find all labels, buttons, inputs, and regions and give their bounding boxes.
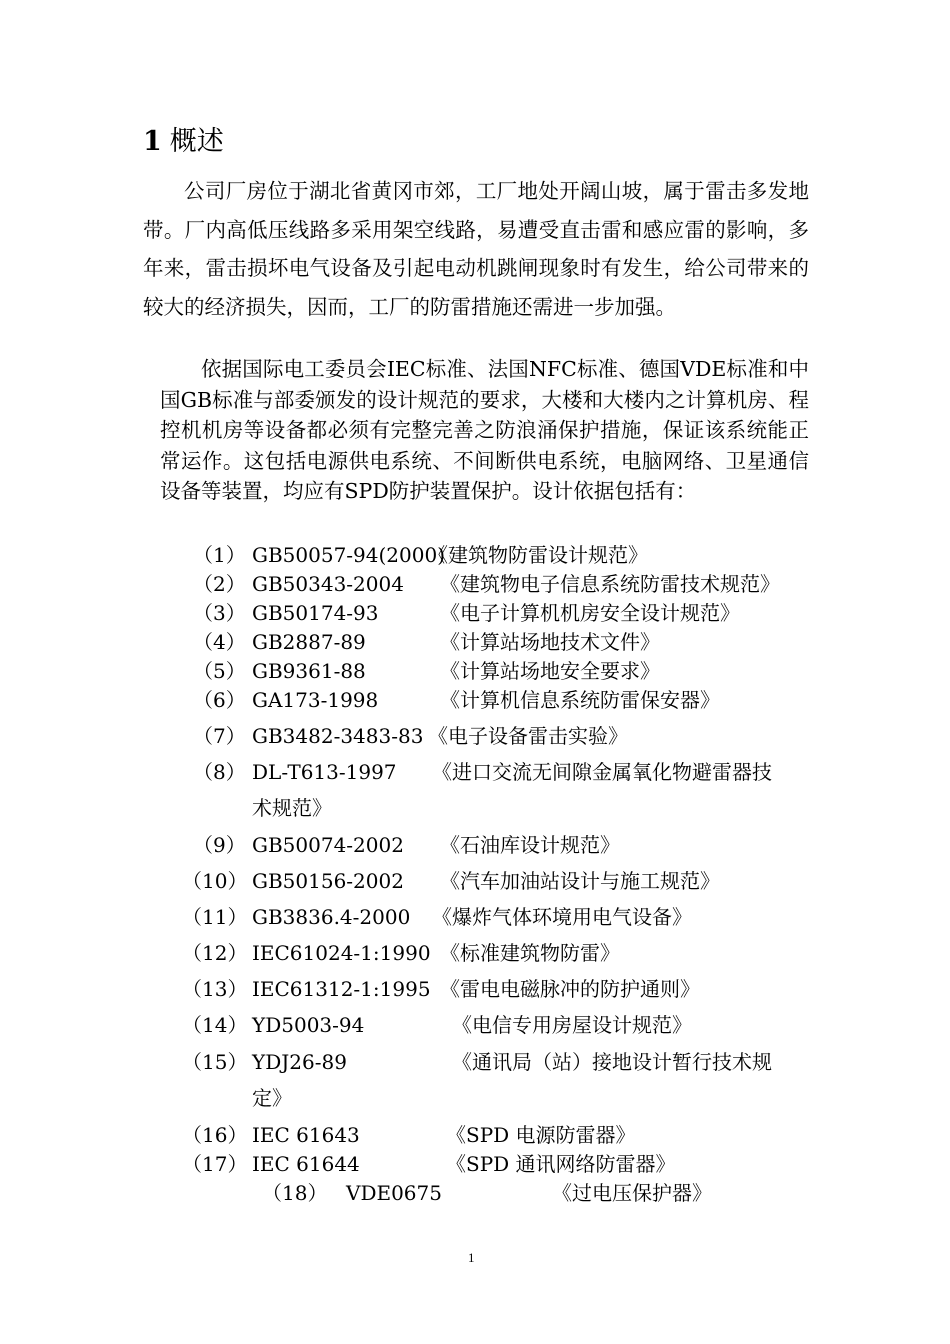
reference-code: IEC61024-1:1990 bbox=[252, 941, 431, 965]
reference-index: （15） bbox=[182, 1050, 248, 1074]
reference-index: （16） bbox=[182, 1123, 248, 1147]
reference-index: （3） bbox=[193, 601, 246, 625]
section-title: 概述 bbox=[169, 126, 224, 157]
reference-title: 《SPD 通讯网络防雷器》 bbox=[446, 1152, 676, 1176]
reference-code: GB9361-88 bbox=[252, 659, 366, 683]
reference-code: GA173-1998 bbox=[252, 688, 379, 712]
reference-title: 《建筑物防雷设计规范》 bbox=[428, 543, 648, 567]
reference-index: （18） bbox=[262, 1181, 328, 1205]
reference-title: 《爆炸气体环境用电气设备》 bbox=[432, 905, 692, 929]
reference-code: GB2887-89 bbox=[252, 630, 366, 654]
reference-code: IEC 61643 bbox=[252, 1123, 360, 1147]
reference-index: （4） bbox=[193, 630, 246, 654]
section-heading bbox=[143, 122, 224, 162]
reference-index: （13） bbox=[182, 977, 248, 1001]
reference-index: （1） bbox=[193, 543, 246, 567]
reference-title: 《电子计算机机房安全设计规范》 bbox=[440, 601, 740, 625]
reference-code: DL-T613-1997 bbox=[252, 760, 397, 784]
reference-code: GB50156-2002 bbox=[252, 869, 404, 893]
reference-index: （11） bbox=[182, 905, 248, 929]
paragraph-overview: 公司厂房位于湖北省黄冈市郊，工厂地处开阔山坡，属于雷击多发地带。厂内高低压线路多采用架空线路，易遭受直击雷和感应雷的影响，多年来，雷击损坏电气设备及引起电动机跳闸现象时有发生，给公司带来的较大的经济损失，因而，工厂的防雷措施还需进一步加强。 bbox=[143, 179, 809, 319]
reference-title: 《标准建筑物防雷》 bbox=[440, 941, 620, 965]
paragraph-design-basis: 依据国际电工委员会IEC标准、法国NFC标准、德国VDE标准和中国GB标准与部委颁发的设计规范的要求，大楼和大楼内之计算机房、程控机机房等设备都必须有完整完善之防浪涌保护措施，保证该系统能正常运作。这包括电源供电系统、不间断供电系统，电脑网络、卫星通信设备等装置，均应有SPD防护装置保护。设计依据包括有： bbox=[160, 357, 809, 503]
reference-code: VDE0675 bbox=[346, 1181, 442, 1205]
reference-title: 《汽车加油站设计与施工规范》 bbox=[440, 869, 720, 893]
reference-index: （17） bbox=[182, 1152, 248, 1176]
reference-code: GB50343-2004 bbox=[252, 572, 404, 596]
reference-title: 《计算机信息系统防雷保安器》 bbox=[440, 688, 720, 712]
reference-index: （6） bbox=[193, 688, 246, 712]
reference-title: 《SPD 电源防雷器》 bbox=[446, 1123, 636, 1147]
reference-title: 《雷电电磁脉冲的防护通则》 bbox=[440, 977, 700, 1001]
reference-title: 《过电压保护器》 bbox=[552, 1181, 712, 1205]
reference-index: （9） bbox=[193, 833, 246, 857]
reference-title: 《进口交流无间隙金属氧化物避雷器技 bbox=[432, 760, 772, 784]
reference-index: （10） bbox=[182, 869, 248, 893]
reference-title: 《通讯局（站）接地设计暂行技术规 bbox=[452, 1050, 772, 1074]
reference-title: 《电信专用房屋设计规范》 bbox=[452, 1013, 692, 1037]
reference-index: （7） bbox=[193, 724, 246, 748]
reference-code: GB50074-2002 bbox=[252, 833, 404, 857]
reference-index: （5） bbox=[193, 659, 246, 683]
reference-index: （8） bbox=[193, 760, 246, 784]
reference-code: YDJ26-89 bbox=[252, 1050, 347, 1074]
page-number: 1 bbox=[468, 1250, 475, 1265]
reference-index: （2） bbox=[193, 572, 246, 596]
reference-code: GB3836.4-2000 bbox=[252, 905, 411, 929]
reference-title-continuation: 定》 bbox=[252, 1086, 292, 1110]
reference-code: IEC61312-1:1995 bbox=[252, 977, 431, 1001]
reference-title: 《石油库设计规范》 bbox=[440, 833, 620, 857]
reference-title: 《计算站场地技术文件》 bbox=[440, 630, 660, 654]
reference-code: IEC 61644 bbox=[252, 1152, 360, 1176]
reference-code: GB3482-3483-83 bbox=[252, 724, 424, 748]
reference-title: 《建筑物电子信息系统防雷技术规范》 bbox=[440, 572, 780, 596]
section-number: 1 bbox=[143, 126, 162, 157]
reference-title-continuation: 术规范》 bbox=[252, 796, 332, 820]
reference-title: 《计算站场地安全要求》 bbox=[440, 659, 660, 683]
reference-code: YD5003-94 bbox=[252, 1013, 365, 1037]
reference-title: 《电子设备雷击实验》 bbox=[428, 724, 628, 748]
reference-index: （14） bbox=[182, 1013, 248, 1037]
reference-code: GB50174-93 bbox=[252, 601, 379, 625]
reference-code: GB50057-94(2000) bbox=[252, 543, 446, 567]
reference-index: （12） bbox=[182, 941, 248, 965]
